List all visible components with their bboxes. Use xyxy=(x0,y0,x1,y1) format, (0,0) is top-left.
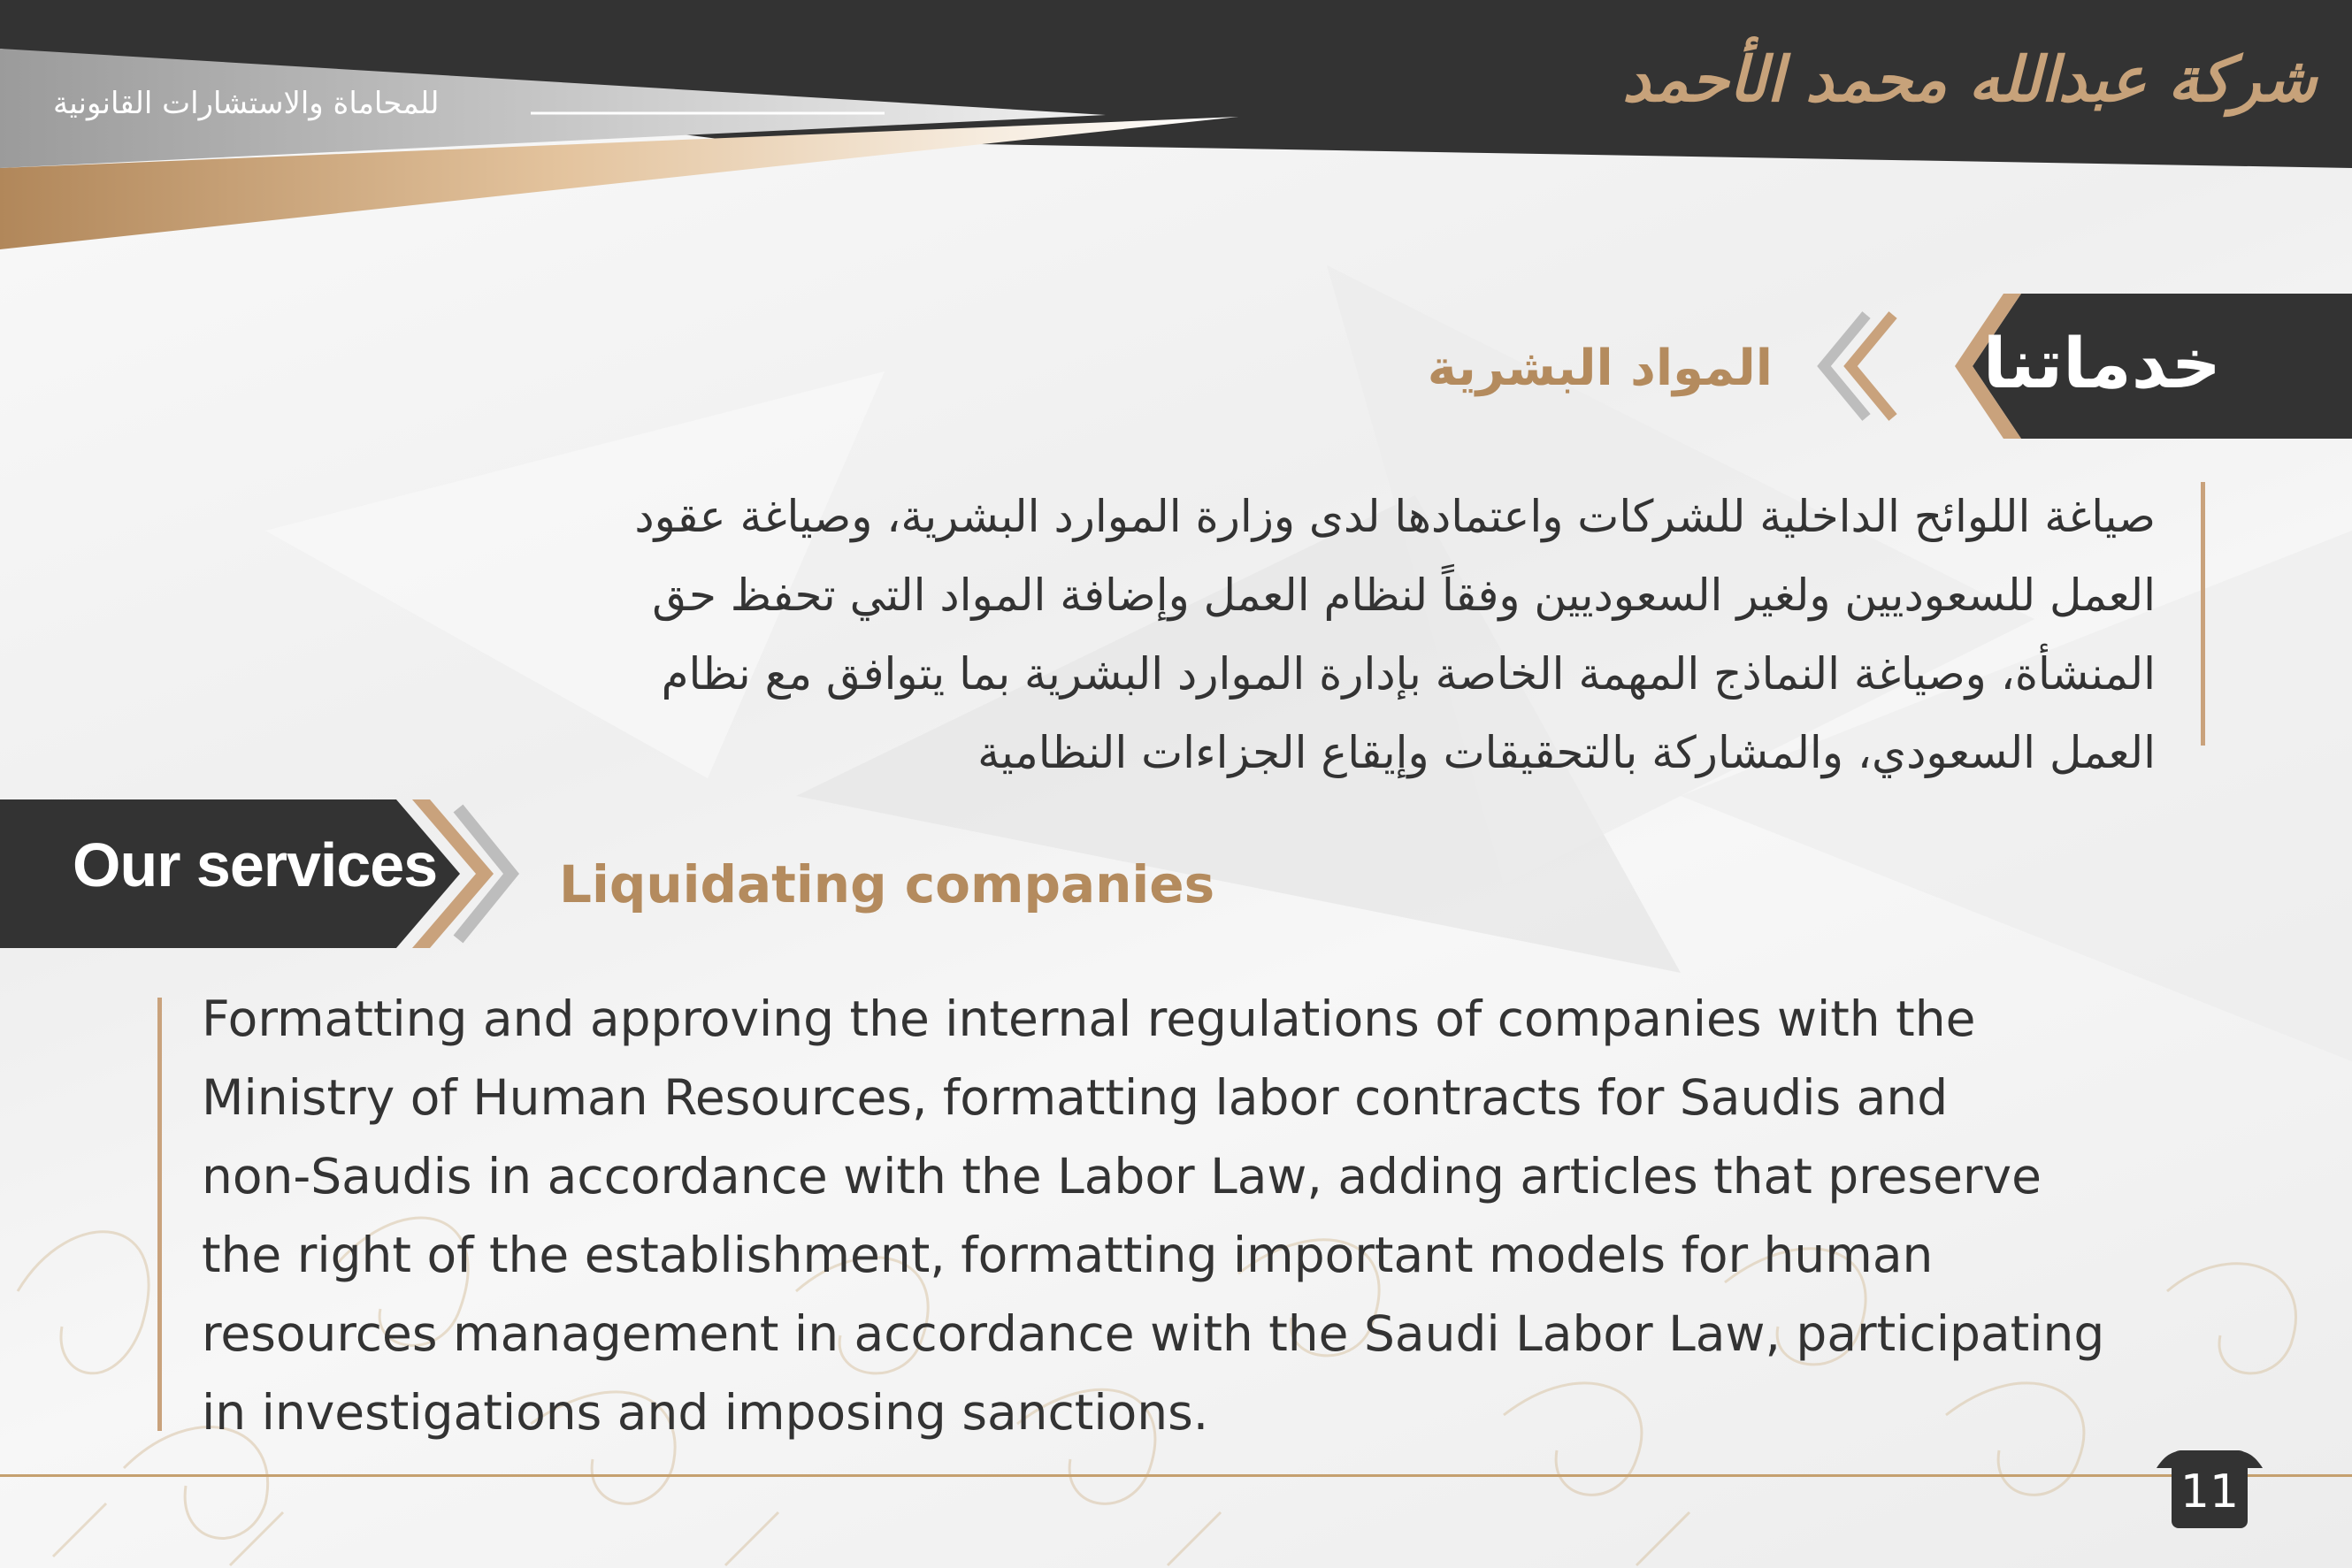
english-paragraph-line: in investigations and imposing sanctions. xyxy=(202,1384,1209,1441)
arabic-paragraph-line: المنشأة، وصياغة النماذج المهمة الخاصة بإدارة الموارد البشرية بما يتوافق مع نظام xyxy=(661,648,2156,700)
firm-tagline: للمحاماة والاستشارات القانونية xyxy=(53,86,440,121)
english-paragraph-bar xyxy=(157,998,162,1431)
firm-logo: شركة عبدالله محمد الأحمد xyxy=(1622,42,2317,116)
arabic-paragraph-line: صياغة اللوائح الداخلية للشركات واعتمادها لدى وزارة الموارد البشرية، وصياغة عقود xyxy=(634,491,2156,542)
double-chevron-icon xyxy=(1804,311,1902,421)
arabic-paragraph-line: العمل السعودي، والمشاركة بالتحقيقات وإيقاع الجزاءات النظامية xyxy=(977,727,2156,778)
english-section-subtitle: Liquidating companies xyxy=(559,854,1215,914)
arabic-paragraph-line: العمل للسعوديين ولغير السعوديين وفقاً لنظام العمل وإضافة المواد التي تحفظ حق xyxy=(652,570,2156,621)
english-paragraph-line: Ministry of Human Resources, formatting labor contracts for Saudis and xyxy=(202,1069,1949,1126)
english-paragraph-line: non-Saudis in accordance with the Labor Law, adding articles that preserve xyxy=(202,1148,2042,1205)
english-paragraph-line: resources management in accordance with the Saudi Labor Law, participating xyxy=(202,1305,2105,1362)
footer-divider xyxy=(0,1474,2352,1477)
arabic-paragraph-bar xyxy=(2201,482,2205,746)
arabic-section-title: خدماتنا xyxy=(1982,325,2221,404)
arabic-paragraph xyxy=(210,478,2156,792)
english-paragraph-line: Formatting and approving the internal regulations of companies with the xyxy=(202,991,1976,1047)
arabic-section-subtitle: المواد البشرية xyxy=(1427,340,1773,397)
page-number: 11 xyxy=(2172,1450,2248,1528)
english-paragraph xyxy=(202,980,2254,1452)
english-paragraph-line: the right of the establishment, formatting important models for human xyxy=(202,1227,1934,1283)
english-section-title: Our services xyxy=(73,830,438,899)
